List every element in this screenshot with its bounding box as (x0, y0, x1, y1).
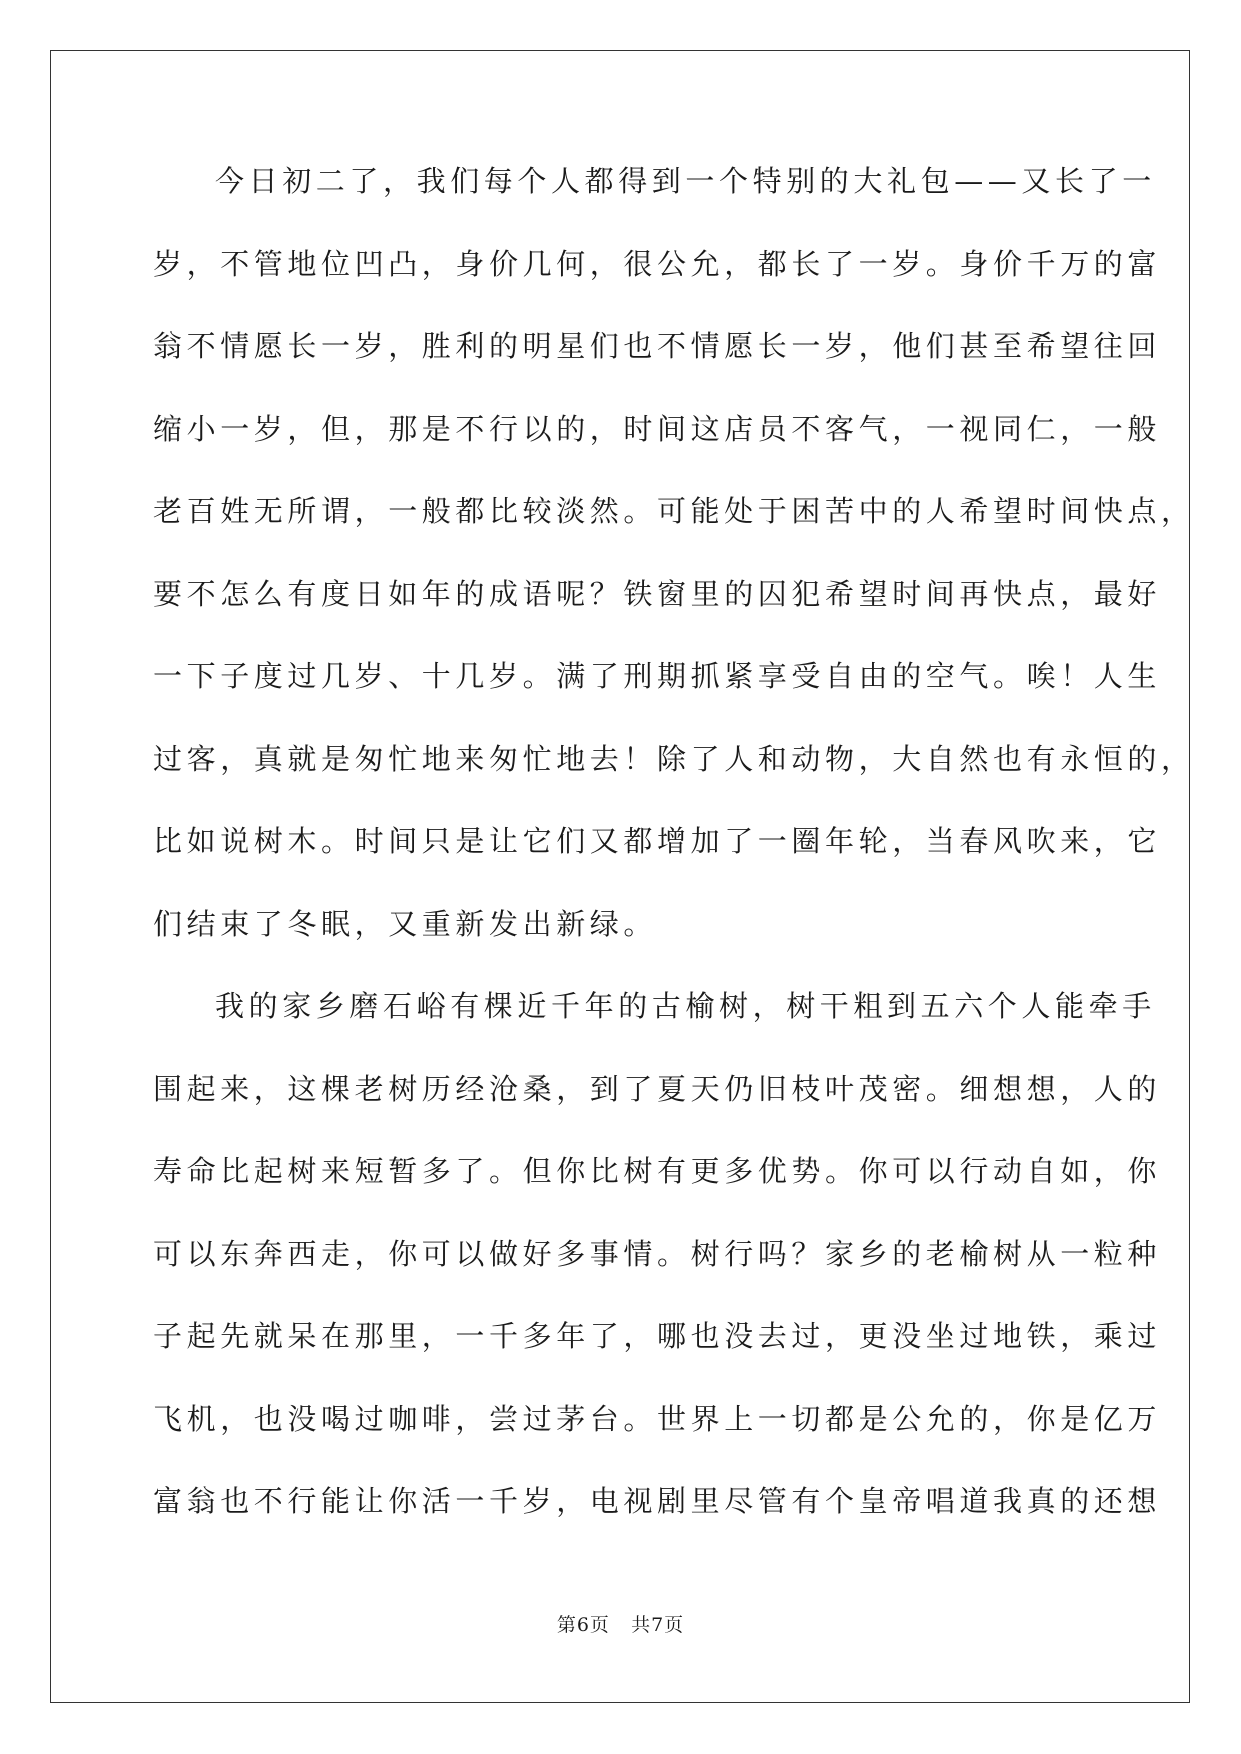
page-label: 第 (556, 1614, 577, 1636)
paragraph-1-line-7: 一下子度过几岁、十几岁。满了刑期抓紧享受自由的空气。唉！人生 (153, 659, 1162, 693)
paragraph-2-line-1: 我的家乡磨石峪有棵近千年的古榆树，树干粗到五六个人能牵手 (215, 989, 1156, 1023)
total-label: 共 (631, 1614, 652, 1636)
paragraph-1-line-3: 翁不情愿长一岁，胜利的明星们也不情愿长一岁，他们甚至希望往回 (153, 329, 1162, 363)
paragraph-2-line-3: 寿命比起树来短暂多了。但你比树有更多优势。你可以行动自如，你 (153, 1154, 1162, 1188)
paragraph-2-line-5: 子起先就呆在那里，一千多年了，哪也没去过，更没坐过地铁，乘过 (153, 1319, 1162, 1353)
document-body (153, 160, 1195, 1563)
paragraph-1-line-5: 老百姓无所谓，一般都比较淡然。可能处于困苦中的人希望时间快点， (153, 494, 1195, 528)
page-number: 6 (576, 1614, 590, 1636)
paragraph-2-line-6: 飞机，也没喝过咖啡，尝过茅台。世界上一切都是公允的，你是亿万 (153, 1401, 1162, 1436)
paragraph-2-line-4: 可以东奔西走，你可以做好多事情。树行吗？家乡的老榆树从一粒种 (153, 1236, 1162, 1271)
paragraph-2-line-7: 富翁也不行能让你活一千岁，电视剧里尽管有个皇帝唱道我真的还想 (153, 1484, 1162, 1518)
page-suffix: 页 (589, 1614, 610, 1636)
paragraph-1-line-10: 们结束了冬眠，又重新发出新绿。 (153, 906, 658, 941)
page-footer (0, 1610, 1241, 1637)
paragraph-1-line-8: 过客，真就是匆忙地来匆忙地去！除了人和动物，大自然也有永恒的， (153, 741, 1195, 776)
paragraph-1-line-4: 缩小一岁，但，那是不行以的，时间这店员不客气，一视同仁，一般 (153, 411, 1162, 446)
paragraph-2-line-2: 围起来，这棵老树历经沧桑，到了夏天仍旧枝叶茂密。细想想，人的 (153, 1071, 1162, 1106)
total-suffix: 页 (664, 1614, 685, 1636)
total-pages: 7 (651, 1614, 665, 1636)
paragraph-1-line-2: 岁，不管地位凹凸，身价几何，很公允，都长了一岁。身价千万的富 (153, 246, 1162, 281)
paragraph-1-line-6: 要不怎么有度日如年的成语呢？铁窗里的囚犯希望时间再快点，最好 (153, 576, 1162, 611)
paragraph-1-line-9: 比如说树木。时间只是让它们又都增加了一圈年轮，当春风吹来，它 (153, 824, 1162, 858)
paragraph-1-line-1: 今日初二了，我们每个人都得到一个特别的大礼包——又长了一 (215, 164, 1156, 198)
